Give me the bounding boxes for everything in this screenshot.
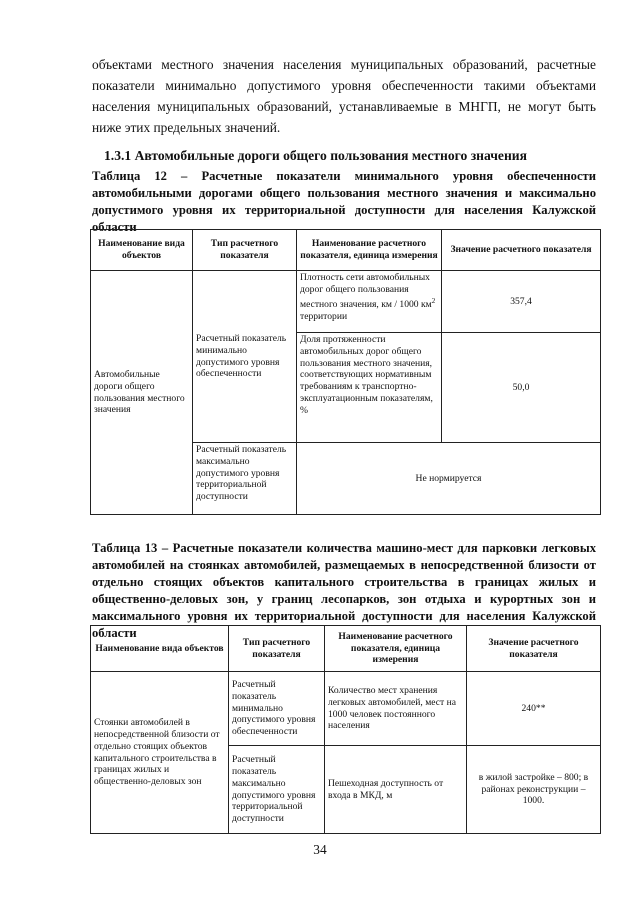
table12-header-name: Наименование расчетного показателя, единица измерения — [297, 230, 442, 271]
table12-row1-value: 357,4 — [442, 271, 601, 333]
table12-not-normed: Не нормируется — [297, 443, 601, 515]
intro-paragraph: объектами местного значения населения муниципальных образований, расчетные показатели минимально допустимого уровня обеспеченности такими объектами населения муниципальных образований, устанавливаемые в МНГП, не могут быть ниже этих предельных значений. — [92, 57, 596, 135]
table13-header-name: Наименование расчетного показателя, единица измерения — [325, 626, 467, 672]
table13-row1-name: Количество мест хранения легковых автомобилей, мест на 1000 человек постоянного населения — [325, 672, 467, 746]
table12-row1-name: Плотность сети автомобильных дорог общего пользования местного значения, км / 1000 $км^2$ территории — [297, 271, 442, 333]
table12-type-min: Расчетный показатель минимально допустимого уровня обеспеченности — [193, 271, 297, 443]
table13-caption: Таблица 13 – Расчетные показатели количества машино-мест для парковки легковых автомобилей на стоянках автомобилей, размещаемых в непосредственной близости от отдельно стоящих объектов капитального строительства в границах жилых и общественно-деловых зон, у границ лесопарков, зон отдыха и курортных зон и максимального уровня их территориальной доступности для населения Калужской области — [92, 541, 596, 640]
table12-object-cell: Автомобильные дороги общего пользования местного значения — [91, 271, 193, 515]
table12-header-value: Значение расчетного показателя — [442, 230, 601, 271]
table13-header-type: Тип расчетного показателя — [229, 626, 325, 672]
table12-type-max: Расчетный показатель максимально допустимого уровня территориальной доступности — [193, 443, 297, 515]
table12-header-object: Наименование вида объектов — [91, 230, 193, 271]
table12-row2-name: Доля протяженности автомобильных дорог общего пользования местного значения, соответствующих нормативным требованиям к транспортно-эксплуатационным показателям, % — [297, 333, 442, 443]
table13 — [90, 625, 601, 834]
table13-object-cell: Стоянки автомобилей в непосредственной близости от отдельно стоящих объектов капитального строительства в границах жилых и общественно-деловых зон — [91, 672, 229, 834]
table12-row2-value: 50,0 — [442, 333, 601, 443]
table13-row2-name: Пешеходная доступность от входа в МКД, м — [325, 746, 467, 834]
table13-type-max: Расчетный показатель максимально допустимого уровня территориальной доступности — [229, 746, 325, 834]
page-number: 34 — [313, 842, 327, 857]
table12-header-type: Тип расчетного показателя — [193, 230, 297, 271]
table12-caption: Таблица 12 – Расчетные показатели минимального уровня обеспеченности автомобильными дорогами общего пользования местного значения и максимально допустимого уровня их территориальной доступности для населения Калужской области — [92, 169, 596, 234]
table13-type-min: Расчетный показатель минимально допустимого уровня обеспеченности — [229, 672, 325, 746]
table13-row2-value: в жилой застройке – 800; в районах реконструкции – 1000. — [467, 746, 601, 834]
table13-header-value: Значение расчетного показателя — [467, 626, 601, 672]
table12 — [90, 229, 601, 515]
table13-row1-value: 240** — [467, 672, 601, 746]
table13-header-object: Наименование вида объектов — [91, 626, 229, 672]
section-heading: 1.3.1 Автомобильные дороги общего пользования местного значения — [104, 148, 527, 163]
